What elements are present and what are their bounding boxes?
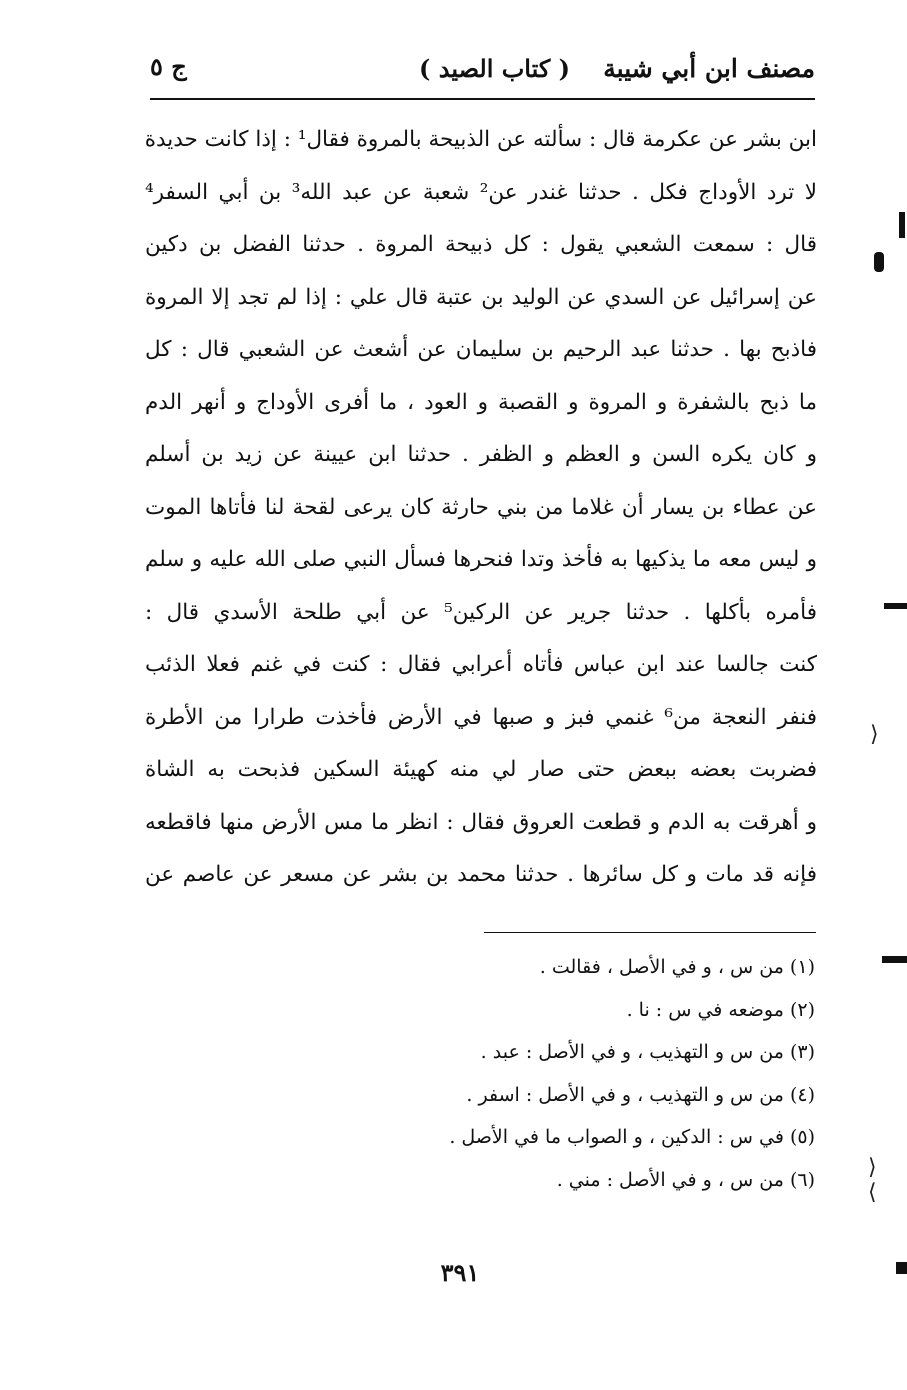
text-line: قال : سمعت الشعبي يقول : كل ذبيحة المروة . حدثنا الفضل بن دكين: [145, 232, 817, 257]
margin-glyph: ⟩: [870, 722, 879, 747]
margin-mark: [884, 603, 907, 609]
text-line: فنفر النعجة من⁶ غنمي فبز و صبها في الأرض فأخذت طرارا من الأطرة: [145, 704, 817, 730]
footnote: (٢) موضعه في س : نا .: [626, 998, 815, 1021]
header-volume: ج ٥: [150, 52, 187, 81]
running-header: [150, 50, 815, 90]
text-line: ما ذبح بالشفرة و المروة و القصبة و العود ، ما أفرى الأوداج و أنهر الدم: [145, 389, 817, 415]
text-line: و كان يكره السن و العظم و الظفر . حدثنا ابن عيينة عن زيد بن أسلم: [145, 442, 817, 467]
text-line: كنت جالسا عند ابن عباس فأتاه أعرابي فقال : كنت في غنم فعلا الذئب: [145, 652, 817, 677]
header-rule: [150, 98, 815, 100]
text-line: و ليس معه ما يذكيها به فأخذ وتدا فنحرها فسأل النبي صلى الله عليه و سلم: [145, 547, 817, 572]
page-number: ٣٩١: [440, 1258, 480, 1287]
margin-mark: [896, 1262, 907, 1274]
footnote-rule: [484, 932, 816, 933]
text-line: ابن بشر عن عكرمة قال : سألته عن الذبيحة بالمروة فقال¹ : إذا كانت حديدة: [145, 127, 817, 152]
main-text: [145, 114, 817, 902]
footnote: (٣) من س و التهذيب ، و في الأصل : عبد .: [480, 1041, 815, 1064]
margin-mark: [899, 212, 905, 238]
header-book: ( كتاب الصيد ): [419, 54, 570, 83]
footnotes: [415, 946, 815, 1202]
text-line: عن إسرائيل عن السدي عن الوليد بن عتبة قال علي : إذا لم تجد إلا المروة: [145, 284, 817, 310]
margin-mark: [882, 956, 907, 963]
margin-mark: [874, 252, 884, 272]
margin-glyph: ⟨: [868, 1180, 877, 1205]
text-line: لا ترد الأوداج فكل . حدثنا غندر عن² شعبة عن عبد الله³ بن أبي السفر⁴: [145, 179, 817, 205]
footnote: (٦) من س ، و في الأصل : مني .: [556, 1168, 815, 1191]
margin-glyph: ⟩: [868, 1155, 877, 1180]
text-line: عن عطاء بن يسار أن غلاما من بني حارثة كان يرعى لقحة لنا فأتاها الموت: [145, 494, 817, 520]
footnote: (١) من س ، و في الأصل ، فقالت .: [539, 956, 815, 978]
text-line: فضربت بعضه ببعض حتى صار لي منه كهيئة السكين فذبحت به الشاة: [145, 757, 817, 782]
text-line: فإنه قد مات و كل سائرها . حدثنا محمد بن بشر عن مسعر عن عاصم عن: [145, 862, 817, 887]
text-line: و أهرقت به الدم و قطعت العروق فقال : انظر ما مس الأرض منها فاقطعه: [145, 809, 817, 835]
header-title: مصنف ابن أبي شيبة: [603, 54, 815, 83]
text-line: فأمره بأكلها . حدثنا جرير عن الركين⁵ عن أبي طلحة الأسدي قال :: [145, 599, 817, 625]
footnote: (٤) من س و التهذيب ، و في الأصل : اسفر .: [466, 1083, 815, 1106]
text-line: فاذبح بها . حدثنا عبد الرحيم بن سليمان عن أشعث عن الشعبي قال : كل: [145, 337, 817, 362]
footnote: (٥) في س : الدكين ، و الصواب ما في الأصل .: [449, 1126, 815, 1149]
